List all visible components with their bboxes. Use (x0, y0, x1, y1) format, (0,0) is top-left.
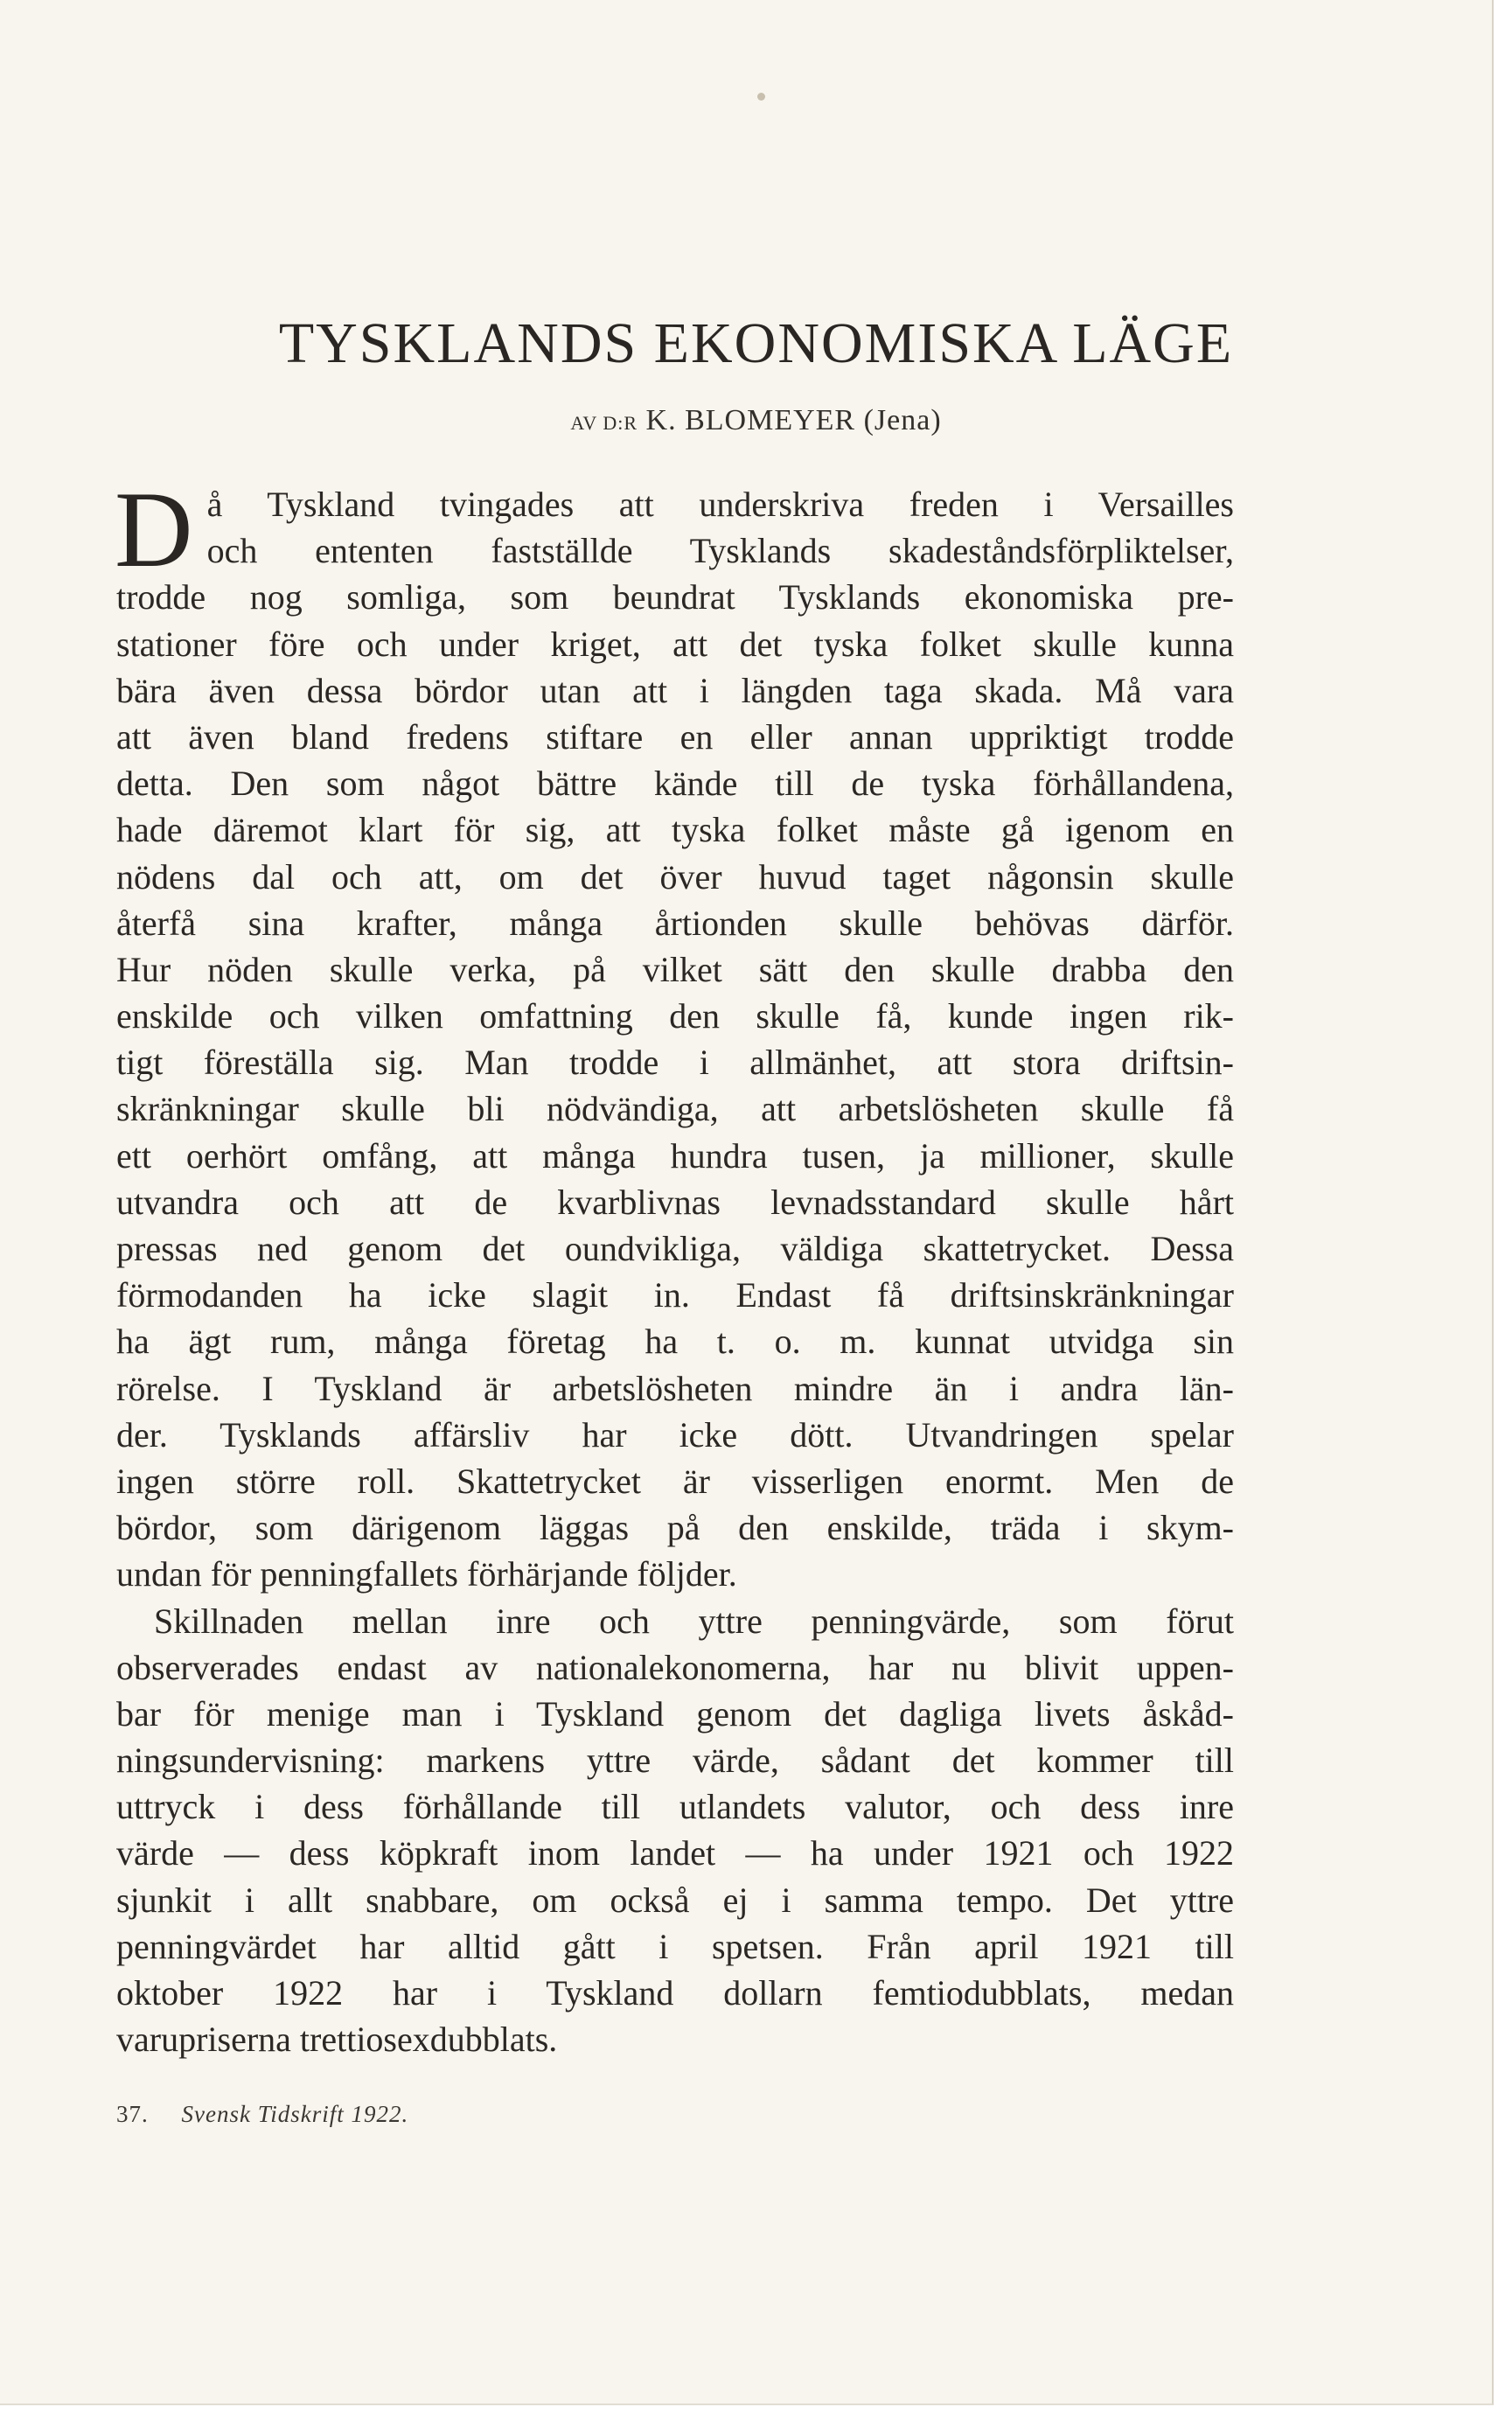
text-line: pressas ned genom det oundvikliga, väldiga skattetrycket. Dessa (116, 1229, 1234, 1268)
text-line: värde — dess köpkraft inom landet — ha under 1921 och 1922 (116, 1833, 1234, 1873)
drop-cap: D (115, 470, 193, 590)
text-line: å Tyskland tvingades att underskriva freden i Versailles (206, 485, 1234, 524)
text-line: ha ägt rum, många företag ha t. o. m. kunnat utvidga sin (116, 1322, 1234, 1362)
text-line: oktober 1922 har i Tyskland dollarn femtiodubblats, medan (116, 1973, 1234, 2013)
journal-name: Svensk Tidskrift 1922. (181, 2101, 409, 2127)
text-line: nödens dal och att, om det över huvud taget någonsin skulle (116, 856, 1234, 897)
text-line: att även bland fredens stiftare en eller annan uppriktigt trodde (116, 716, 1234, 757)
author-name: K. BLOMEYER (Jena) (645, 404, 942, 436)
text-line: rörelse. I Tyskland är arbetslösheten mindre än i andra län- (116, 1368, 1234, 1408)
text-line: bördor, som därigenom läggas på den enskilde, träda i skym- (116, 1508, 1234, 1548)
text-line: ingen större roll. Skattetrycket är visserligen enormt. Men de (116, 1461, 1234, 1501)
text-line: förmodanden ha icke slagit in. Endast få driftsinskränkningar (116, 1275, 1234, 1315)
text-line: observerades endast av nationalekonomerna, har nu blivit uppen- (116, 1647, 1234, 1687)
text-line: och ententen fastställde Tysklands skadeståndsförpliktelser, (206, 531, 1234, 571)
text-line: hade däremot klart för sig, att tyska folket måste gå igenom en (116, 810, 1234, 850)
page-footer (116, 2101, 408, 2128)
text-line: stationer före och under kriget, att det tyska folket skulle kunna (116, 624, 1234, 664)
text-line: enskilde och vilken omfattning den skulle få, kunde ingen rik- (116, 996, 1234, 1036)
text-line: uttryck i dess förhållande till utlandets valutor, och dess inre (116, 1787, 1234, 1827)
paragraph-2 (116, 1598, 1234, 2063)
text-line: bära även dessa bördor utan att i längden taga skada. Må vara (116, 670, 1234, 710)
text-line: Hur nöden skulle verka, på vilket sätt den skulle drabba den (116, 949, 1234, 989)
text-line: sjunkit i allt snabbare, om också ej i samma tempo. Det yttre (116, 1880, 1234, 1920)
text-line: bar för menige man i Tyskland genom det dagliga livets åskåd- (116, 1693, 1234, 1734)
text-line: penningvärdet har alltid gått i spetsen. Från april 1921 till (116, 1926, 1234, 1966)
article-body (115, 470, 1234, 2062)
text-line: utvandra och att de kvarblivnas levnadsstandard skulle hårt (116, 1182, 1234, 1222)
text-line: ett oerhört omfång, att många hundra tusen, ja millioner, skulle (116, 1135, 1234, 1176)
text-line: skränkningar skulle bli nödvändiga, att arbetslösheten skulle få (116, 1089, 1234, 1129)
text-line: detta. Den som något bättre kände till de tyska förhållandena, (116, 764, 1234, 804)
text-line: varupriserna trettiosexdubblats. (116, 2020, 558, 2060)
text-line: trodde nog somliga, som beundrat Tysklands ekonomiska pre- (116, 577, 1234, 617)
text-line: der. Tysklands affärsliv har icke dött. Utvandringen spelar (116, 1414, 1234, 1455)
text-line: återfå sina krafter, många årtionden skulle behövas därför. (116, 903, 1234, 943)
byline (0, 404, 1512, 437)
signature-number: 37. (116, 2101, 149, 2127)
article-title: TYSKLANDS EKONOMISKA LÄGE (278, 311, 1234, 375)
byline-prefix: AV D:R (570, 412, 638, 434)
text-line: undan för penningfallets förhärjande följder. (116, 1554, 737, 1594)
paragraph-1 (115, 470, 1234, 1598)
text-line: ningsundervisning: markens yttre värde, sådant det kommer till (116, 1741, 1234, 1781)
text-line: tigt föreställa sig. Man trodde i allmänhet, att stora driftsin- (116, 1043, 1234, 1083)
text-line: Skillnaden mellan inre och yttre penningvärde, som förut (154, 1601, 1234, 1641)
paper-spot (757, 93, 765, 101)
